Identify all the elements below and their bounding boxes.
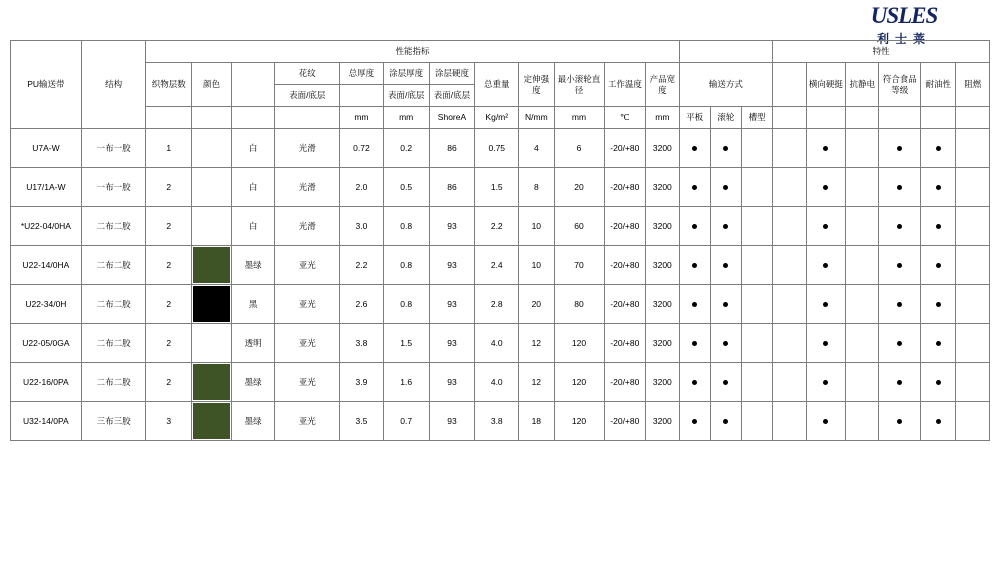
cell-tensile: 20: [519, 285, 554, 324]
cell-flame-retardant: [956, 246, 990, 285]
cell-conveying-roller: [710, 129, 741, 168]
unit-pattern: [275, 107, 340, 129]
sub-pattern-surface-base: 表面/底层: [275, 85, 340, 107]
bullet-marker-icon: [936, 224, 941, 229]
unit-coating-hardness: ShoreA: [429, 107, 475, 129]
unit-flame-retardant: [956, 107, 990, 129]
cell-blank: [773, 363, 806, 402]
col-fabric-layers: 织物层数: [146, 63, 192, 107]
cell-coating-hardness: 93: [429, 363, 475, 402]
cell-conveying-groove: [742, 324, 773, 363]
cell-structure: 二布二胶: [81, 207, 146, 246]
cell-food-grade: [879, 207, 921, 246]
unit-color-swatch: [231, 107, 275, 129]
cell-conveying-roller: [710, 168, 741, 207]
cell-fabric-layers: 2: [146, 207, 192, 246]
bullet-marker-icon: [823, 419, 828, 424]
bullet-marker-icon: [897, 146, 902, 151]
cell-tensile: 8: [519, 168, 554, 207]
table-row: [11, 168, 990, 207]
bullet-marker-icon: [936, 302, 941, 307]
cell-structure: 三布三胶: [81, 402, 146, 441]
cell-structure: 一布一胶: [81, 168, 146, 207]
table-row: [11, 285, 990, 324]
unit-antistatic: [846, 107, 879, 129]
cell-coating-hardness: 93: [429, 246, 475, 285]
cell-pattern: 亚光: [275, 246, 340, 285]
cell-flame-retardant: [956, 129, 990, 168]
cell-pattern: 亚光: [275, 363, 340, 402]
unit-tensile: N/mm: [519, 107, 554, 129]
unit-conveying-flat: 平板: [679, 107, 710, 129]
cell-color: 白: [231, 168, 275, 207]
cell-width: 3200: [646, 207, 679, 246]
table-row: [11, 402, 990, 441]
cell-weight: 1.5: [475, 168, 519, 207]
cell-flame-retardant: [956, 363, 990, 402]
bullet-marker-icon: [823, 224, 828, 229]
cell-coating-hardness: 93: [429, 207, 475, 246]
group-header-features: 特性: [773, 41, 990, 63]
cell-tensile: 18: [519, 402, 554, 441]
unit-width: mm: [646, 107, 679, 129]
cell-flame-retardant: [956, 402, 990, 441]
cell-weight: 4.0: [475, 363, 519, 402]
bullet-marker-icon: [823, 146, 828, 151]
color-swatch-fill: [193, 286, 230, 322]
cell-total-thickness: 3.8: [340, 324, 384, 363]
unit-color: [192, 107, 232, 129]
group-header-row: [11, 41, 990, 63]
cell-min-pulley: 20: [554, 168, 604, 207]
cell-food-grade: [879, 129, 921, 168]
unit-total-thickness: mm: [340, 107, 384, 129]
cell-flame-retardant: [956, 285, 990, 324]
cell-tensile: 10: [519, 246, 554, 285]
cell-food-grade: [879, 246, 921, 285]
cell-tensile: 12: [519, 324, 554, 363]
bullet-marker-icon: [936, 146, 941, 151]
cell-lateral-stiffness: [806, 324, 846, 363]
color-swatch-fill: [193, 169, 230, 205]
cell-fabric-layers: 2: [146, 168, 192, 207]
bullet-marker-icon: [723, 224, 728, 229]
color-swatch-fill: [193, 403, 230, 439]
cell-oil-resistance: [921, 168, 956, 207]
bullet-marker-icon: [723, 380, 728, 385]
bullet-marker-icon: [723, 263, 728, 268]
cell-conveying-flat: [679, 285, 710, 324]
cell-weight: 2.2: [475, 207, 519, 246]
cell-temperature: -20/+80: [604, 363, 646, 402]
cell-fabric-layers: 2: [146, 285, 192, 324]
cell-pattern: 光滑: [275, 129, 340, 168]
cell-conveying-flat: [679, 402, 710, 441]
col-lateral-stiffness: 横向硬挺: [806, 63, 846, 107]
unit-food-grade: [879, 107, 921, 129]
cell-blank: [773, 285, 806, 324]
color-swatch: [192, 324, 232, 363]
cell-tensile: 10: [519, 207, 554, 246]
cell-flame-retardant: [956, 207, 990, 246]
bullet-marker-icon: [897, 185, 902, 190]
bullet-marker-icon: [723, 146, 728, 151]
group-header-performance: 性能指标: [146, 41, 679, 63]
cell-temperature: -20/+80: [604, 324, 646, 363]
logo-wordmark: USLES: [870, 3, 938, 28]
cell-blank: [773, 402, 806, 441]
cell-food-grade: [879, 363, 921, 402]
cell-total-thickness: 3.9: [340, 363, 384, 402]
col-color-swatch: [231, 63, 275, 107]
cell-fabric-layers: 2: [146, 246, 192, 285]
cell-pattern: 光滑: [275, 207, 340, 246]
cell-total-thickness: 2.6: [340, 285, 384, 324]
cell-product-header: PU输送带: [11, 41, 82, 129]
cell-coating-hardness: 93: [429, 285, 475, 324]
cell-conveying-roller: [710, 324, 741, 363]
cell-weight: 3.8: [475, 402, 519, 441]
cell-coating-thickness: 1.6: [383, 363, 429, 402]
cell-width: 3200: [646, 168, 679, 207]
cell-temperature: -20/+80: [604, 207, 646, 246]
cell-conveying-groove: [742, 129, 773, 168]
bullet-marker-icon: [936, 380, 941, 385]
cell-oil-resistance: [921, 285, 956, 324]
cell-lateral-stiffness: [806, 402, 846, 441]
col-blank-2: [773, 63, 806, 107]
bullet-marker-icon: [723, 185, 728, 190]
unit-coating-thickness: mm: [383, 107, 429, 129]
cell-structure: 二布二胶: [81, 246, 146, 285]
cell-oil-resistance: [921, 402, 956, 441]
cell-temperature: -20/+80: [604, 285, 646, 324]
cell-pattern: 光滑: [275, 168, 340, 207]
bullet-marker-icon: [823, 302, 828, 307]
cell-total-thickness: 2.0: [340, 168, 384, 207]
cell-min-pulley: 120: [554, 402, 604, 441]
sub-coating-thickness-surface-base: 表面/底层: [383, 85, 429, 107]
unit-oil-resistance: [921, 107, 956, 129]
cell-width: 3200: [646, 129, 679, 168]
cell-conveying-flat: [679, 246, 710, 285]
bullet-marker-icon: [723, 419, 728, 424]
sub-coating-hardness-surface-base: 表面/底层: [429, 85, 475, 107]
cell-fabric-layers: 2: [146, 363, 192, 402]
cell-product: *U22-04/0HA: [11, 207, 82, 246]
color-swatch: [192, 285, 232, 324]
col-weight: 总重量: [475, 63, 519, 107]
cell-conveying-flat: [679, 207, 710, 246]
bullet-marker-icon: [823, 380, 828, 385]
col-min-pulley: 最小滚轮直径: [554, 63, 604, 107]
bullet-marker-icon: [936, 185, 941, 190]
cell-pattern: 亚光: [275, 324, 340, 363]
cell-food-grade: [879, 324, 921, 363]
color-swatch: [192, 207, 232, 246]
cell-weight: 2.4: [475, 246, 519, 285]
cell-conveying-groove: [742, 168, 773, 207]
cell-conveying-groove: [742, 246, 773, 285]
cell-oil-resistance: [921, 207, 956, 246]
bullet-marker-icon: [692, 185, 697, 190]
cell-blank: [773, 246, 806, 285]
cell-antistatic: [846, 285, 879, 324]
color-swatch: [192, 168, 232, 207]
unit-conveying-roller: 滚轮: [710, 107, 741, 129]
bullet-marker-icon: [897, 380, 902, 385]
cell-width: 3200: [646, 246, 679, 285]
cell-min-pulley: 70: [554, 246, 604, 285]
cell-total-thickness: 3.5: [340, 402, 384, 441]
cell-conveying-groove: [742, 402, 773, 441]
cell-min-pulley: 60: [554, 207, 604, 246]
col-antistatic: 抗静电: [846, 63, 879, 107]
color-swatch-fill: [193, 325, 230, 361]
cell-color: 墨绿: [231, 402, 275, 441]
cell-conveying-flat: [679, 363, 710, 402]
unit-temperature: ℃: [604, 107, 646, 129]
product-specification-table: [10, 40, 990, 441]
col-food-grade: 符合食品等级: [879, 63, 921, 107]
column-header-row: [11, 63, 990, 85]
cell-coating-thickness: 0.2: [383, 129, 429, 168]
cell-coating-thickness: 0.8: [383, 246, 429, 285]
cell-min-pulley: 80: [554, 285, 604, 324]
bullet-marker-icon: [823, 263, 828, 268]
cell-antistatic: [846, 246, 879, 285]
cell-antistatic: [846, 363, 879, 402]
cell-conveying-flat: [679, 168, 710, 207]
cell-antistatic: [846, 168, 879, 207]
col-pattern: 花纹: [275, 63, 340, 85]
unit-fabric-layers: [146, 107, 192, 129]
cell-coating-hardness: 93: [429, 402, 475, 441]
cell-min-pulley: 120: [554, 324, 604, 363]
cell-blank: [773, 207, 806, 246]
cell-oil-resistance: [921, 246, 956, 285]
bullet-marker-icon: [936, 263, 941, 268]
cell-color: 透明: [231, 324, 275, 363]
bullet-marker-icon: [897, 263, 902, 268]
bullet-marker-icon: [692, 224, 697, 229]
bullet-marker-icon: [936, 419, 941, 424]
color-swatch-fill: [193, 247, 230, 283]
cell-pattern: 亚光: [275, 402, 340, 441]
cell-lateral-stiffness: [806, 246, 846, 285]
cell-coating-thickness: 0.8: [383, 207, 429, 246]
cell-antistatic: [846, 129, 879, 168]
col-oil-resistance: 耐油性: [921, 63, 956, 107]
bullet-marker-icon: [823, 341, 828, 346]
bullet-marker-icon: [897, 419, 902, 424]
color-swatch-fill: [193, 130, 230, 166]
cell-coating-hardness: 93: [429, 324, 475, 363]
cell-coating-thickness: 0.8: [383, 285, 429, 324]
cell-conveying-flat: [679, 129, 710, 168]
table-row: [11, 129, 990, 168]
bullet-marker-icon: [823, 185, 828, 190]
bullet-marker-icon: [723, 341, 728, 346]
cell-food-grade: [879, 285, 921, 324]
cell-lateral-stiffness: [806, 168, 846, 207]
cell-color: 墨绿: [231, 246, 275, 285]
cell-structure: 二布二胶: [81, 363, 146, 402]
col-coating-hardness: 涂层硬度: [429, 63, 475, 85]
bullet-marker-icon: [936, 341, 941, 346]
col-width: 产品宽度: [646, 63, 679, 107]
cell-total-thickness: 0.72: [340, 129, 384, 168]
color-swatch: [192, 246, 232, 285]
cell-food-grade: [879, 168, 921, 207]
cell-product: U22-05/0GA: [11, 324, 82, 363]
color-swatch-fill: [193, 364, 230, 400]
cell-coating-hardness: 86: [429, 129, 475, 168]
cell-structure-header: 结构: [81, 41, 146, 129]
cell-product: U22-16/0PA: [11, 363, 82, 402]
color-swatch-fill: [193, 208, 230, 244]
color-swatch: [192, 363, 232, 402]
cell-coating-thickness: 0.5: [383, 168, 429, 207]
cell-temperature: -20/+80: [604, 168, 646, 207]
cell-product: U17/1A-W: [11, 168, 82, 207]
unit-min-pulley: mm: [554, 107, 604, 129]
col-total-thickness: 总厚度: [340, 63, 384, 85]
bullet-marker-icon: [692, 341, 697, 346]
cell-coating-thickness: 0.7: [383, 402, 429, 441]
cell-lateral-stiffness: [806, 363, 846, 402]
cell-flame-retardant: [956, 324, 990, 363]
cell-food-grade: [879, 402, 921, 441]
cell-conveying-roller: [710, 402, 741, 441]
cell-color: 黑: [231, 285, 275, 324]
cell-weight: 0.75: [475, 129, 519, 168]
cell-conveying-roller: [710, 246, 741, 285]
cell-oil-resistance: [921, 324, 956, 363]
table-row: [11, 246, 990, 285]
cell-conveying-groove: [742, 363, 773, 402]
cell-fabric-layers: 3: [146, 402, 192, 441]
cell-weight: 4.0: [475, 324, 519, 363]
cell-oil-resistance: [921, 363, 956, 402]
table-row: [11, 207, 990, 246]
cell-coating-thickness: 1.5: [383, 324, 429, 363]
cell-conveying-flat: [679, 324, 710, 363]
color-swatch: [192, 129, 232, 168]
cell-width: 3200: [646, 402, 679, 441]
cell-temperature: -20/+80: [604, 129, 646, 168]
cell-blank: [773, 129, 806, 168]
cell-oil-resistance: [921, 129, 956, 168]
table-row: [11, 363, 990, 402]
bullet-marker-icon: [897, 341, 902, 346]
cell-tensile: 12: [519, 363, 554, 402]
cell-temperature: -20/+80: [604, 402, 646, 441]
cell-total-thickness: 2.2: [340, 246, 384, 285]
cell-structure: 二布二胶: [81, 285, 146, 324]
bullet-marker-icon: [692, 419, 697, 424]
table-row: [11, 324, 990, 363]
cell-width: 3200: [646, 285, 679, 324]
group-header-blank-1: [679, 41, 773, 63]
cell-blank: [773, 168, 806, 207]
col-conveying-mode: 输送方式: [679, 63, 773, 107]
cell-antistatic: [846, 402, 879, 441]
cell-product: U32-14/0PA: [11, 402, 82, 441]
cell-conveying-roller: [710, 363, 741, 402]
cell-lateral-stiffness: [806, 129, 846, 168]
col-temperature: 工作温度: [604, 63, 646, 107]
unit-lateral-stiffness: [806, 107, 846, 129]
bullet-marker-icon: [692, 302, 697, 307]
unit-conveying-groove: 槽型: [742, 107, 773, 129]
col-coating-thickness: 涂层厚度: [383, 63, 429, 85]
cell-temperature: -20/+80: [604, 246, 646, 285]
units-row: [11, 107, 990, 129]
bullet-marker-icon: [897, 302, 902, 307]
logo-chinese-name: 利士莱: [876, 32, 931, 46]
cell-min-pulley: 6: [554, 129, 604, 168]
cell-product: U22-34/0H: [11, 285, 82, 324]
cell-lateral-stiffness: [806, 285, 846, 324]
bullet-marker-icon: [692, 380, 697, 385]
cell-weight: 2.8: [475, 285, 519, 324]
unit-blank-2: [773, 107, 806, 129]
cell-lateral-stiffness: [806, 207, 846, 246]
cell-pattern: 亚光: [275, 285, 340, 324]
cell-color: 白: [231, 129, 275, 168]
cell-coating-hardness: 86: [429, 168, 475, 207]
cell-conveying-groove: [742, 207, 773, 246]
cell-structure: 二布二胶: [81, 324, 146, 363]
color-swatch: [192, 402, 232, 441]
cell-antistatic: [846, 207, 879, 246]
cell-conveying-roller: [710, 285, 741, 324]
bullet-marker-icon: [692, 146, 697, 151]
cell-color: 墨绿: [231, 363, 275, 402]
cell-product: U22-14/0HA: [11, 246, 82, 285]
cell-fabric-layers: 1: [146, 129, 192, 168]
col-tensile: 定伸强度: [519, 63, 554, 107]
bullet-marker-icon: [897, 224, 902, 229]
cell-fabric-layers: 2: [146, 324, 192, 363]
bullet-marker-icon: [723, 302, 728, 307]
cell-conveying-groove: [742, 285, 773, 324]
cell-antistatic: [846, 324, 879, 363]
unit-weight: Kg/m²: [475, 107, 519, 129]
cell-min-pulley: 120: [554, 363, 604, 402]
cell-width: 3200: [646, 324, 679, 363]
cell-color: 白: [231, 207, 275, 246]
cell-total-thickness: 3.0: [340, 207, 384, 246]
table-body: [11, 129, 990, 441]
cell-width: 3200: [646, 363, 679, 402]
cell-structure: 一布一胶: [81, 129, 146, 168]
sub-thickness-blank: [340, 85, 384, 107]
cell-conveying-roller: [710, 207, 741, 246]
cell-tensile: 4: [519, 129, 554, 168]
bullet-marker-icon: [692, 263, 697, 268]
col-flame-retardant: 阻燃: [956, 63, 990, 107]
col-color: 颜色: [192, 63, 232, 107]
cell-product: U7A-W: [11, 129, 82, 168]
cell-blank: [773, 324, 806, 363]
cell-flame-retardant: [956, 168, 990, 207]
